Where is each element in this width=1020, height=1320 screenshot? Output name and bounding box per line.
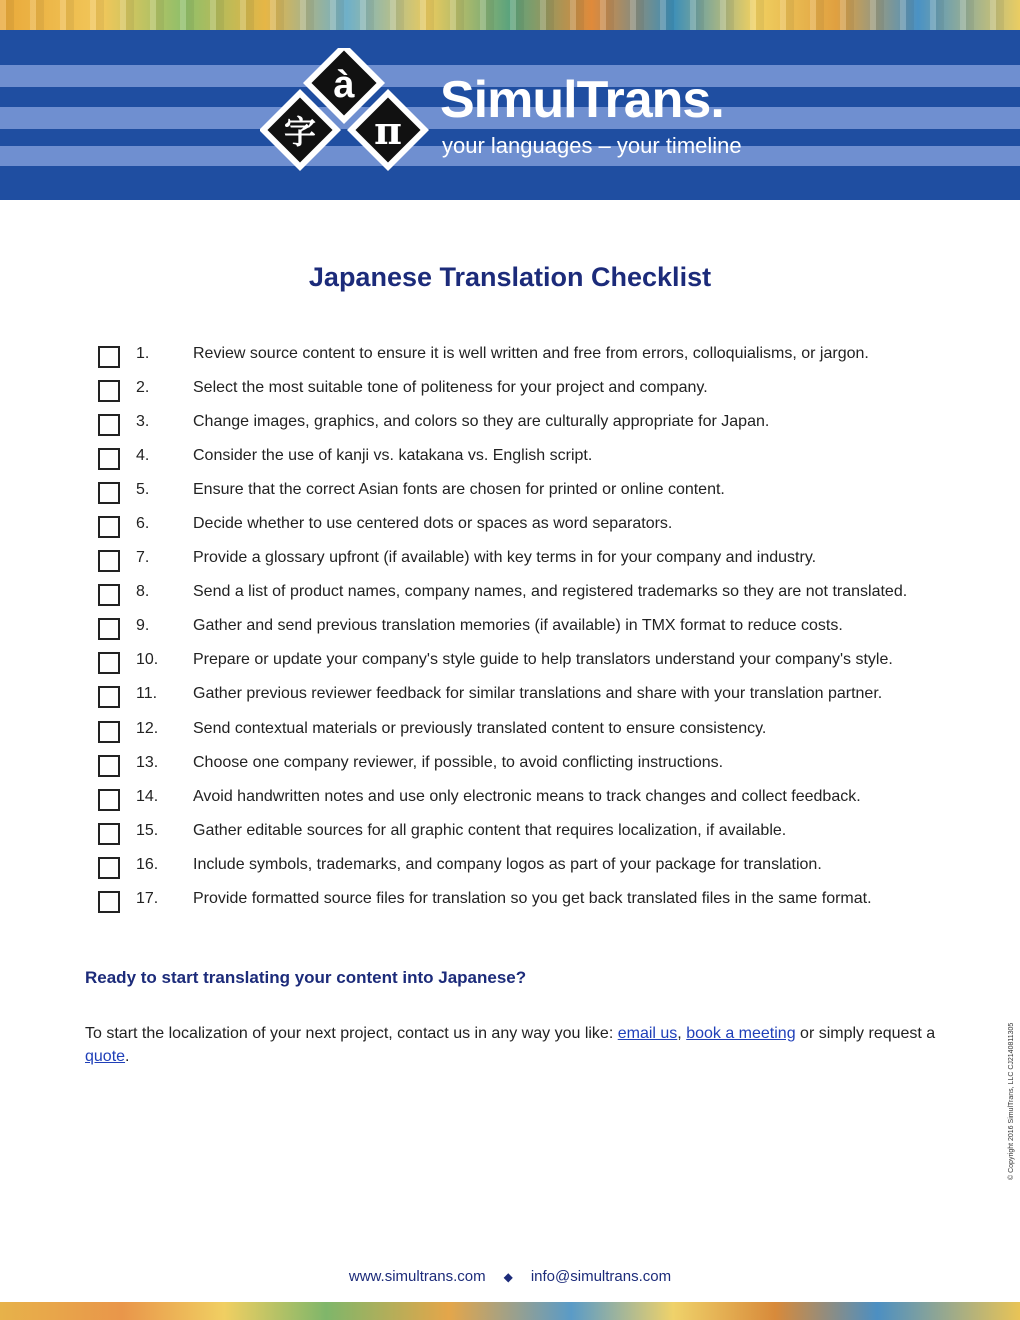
item-number: 12. [136,719,159,737]
checklist-item [96,715,986,749]
checkbox[interactable] [98,516,120,538]
item-number: 13. [136,753,159,771]
cta-heading: Ready to start translating your content into Japanese? [85,968,527,987]
email-us-link[interactable]: email us [617,1025,678,1042]
checklist-item [96,578,986,612]
checkbox[interactable] [98,789,120,811]
item-text: Include symbols, trademarks, and company logos as part of your package for translation. [193,855,822,873]
checkbox[interactable] [98,891,120,913]
checkbox[interactable] [98,414,120,436]
item-number: 4. [136,447,150,465]
checkbox[interactable] [98,823,120,845]
page-title: Japanese Translation Checklist [308,262,712,292]
decorative-bottom-strip [0,1302,1020,1320]
logo-glyph-a: à [333,64,355,106]
item-number: 14. [136,787,159,805]
item-number: 5. [136,481,150,499]
item-text: Gather and send previous translation memories (if available) in TMX format to reduce costs. [193,617,843,635]
checkbox[interactable] [98,857,120,879]
item-text: Select the most suitable tone of politeness for your project and company. [193,379,708,397]
checklist-item [96,612,986,646]
footer-contact [0,1268,1020,1285]
item-text: Gather editable sources for all graphic content that requires localization, if available. [193,821,787,839]
checklist [96,340,986,919]
book-meeting-link[interactable]: book a meeting [686,1025,796,1042]
item-text: Review source content to ensure it is well written and free from errors, colloquialisms, or jargon. [193,345,869,362]
item-text: Send a list of product names, company names, and registered trademarks so they are not translated. [193,583,908,601]
cta-end-text: . [125,1048,130,1065]
side-copyright: © Copyright 2016 SimulTrans, LLC CJ2140811305 [1008,1022,1015,1180]
cta-separator: , [677,1025,687,1042]
checkbox[interactable] [98,721,120,743]
item-text: Send contextual materials or previously translated content to ensure consistency. [193,719,767,737]
diamond-separator-icon: ◆ [503,1270,513,1284]
item-text: Provide formatted source files for translation so you get back translated files in the same format. [193,889,872,907]
checkbox[interactable] [98,755,120,777]
checklist-item [96,817,986,851]
checkbox[interactable] [98,618,120,640]
item-text: Change images, graphics, and colors so they are culturally appropriate for Japan. [193,413,770,431]
item-text: Choose one company reviewer, if possible, to avoid conflicting instructions. [193,753,724,771]
item-text: Prepare or update your company's style guide to help translators understand your company's style. [193,651,893,669]
simultrans-logo-icon [260,48,430,173]
item-number: 8. [136,583,150,601]
item-number: 6. [136,515,150,533]
checklist-item [96,749,986,783]
checkbox[interactable] [98,550,120,572]
item-text: Consider the use of kanji vs. katakana vs. English script. [193,447,593,465]
item-number: 9. [136,617,150,635]
item-text: Decide whether to use centered dots or spaces as word separators. [193,515,673,533]
checklist-item [96,442,986,476]
item-number: 17. [136,889,159,907]
checklist-item [96,510,986,544]
item-text: Ensure that the correct Asian fonts are chosen for printed or online content. [193,481,725,499]
checklist-item [96,340,986,374]
checkbox[interactable] [98,686,120,708]
cta-body-prefix: To start the localization of your next project, contact us in any way you like: [85,1025,618,1042]
checklist-item [96,374,986,408]
logo-glyph-pi: π [374,108,402,153]
logo-glyph-ji: 字 [283,113,317,151]
decorative-top-strip [0,0,1020,30]
checklist-item [96,851,986,885]
checklist-item [96,408,986,442]
item-number: 11. [136,685,158,703]
checklist-item [96,646,986,680]
cta-body [85,1022,955,1068]
item-number: 16. [136,855,159,873]
item-number: 1. [136,345,150,362]
brand-name: SimulTrans. [440,71,724,129]
item-number: 3. [136,413,150,431]
cta-middle-text: or simply request a [795,1025,936,1042]
checkbox[interactable] [98,482,120,504]
checklist-item [96,885,986,919]
item-number: 10. [136,651,159,669]
item-text: Avoid handwritten notes and use only electronic means to track changes and collect feedback. [193,787,861,805]
checkbox[interactable] [98,380,120,402]
item-number: 15. [136,821,159,839]
quote-link[interactable]: quote [85,1048,126,1065]
checklist-item [96,544,986,578]
brand-tagline: your languages – your timeline [442,133,742,158]
item-text: Gather previous reviewer feedback for similar translations and share with your translation partner. [193,685,883,703]
checkbox[interactable] [98,652,120,674]
item-text: Provide a glossary upfront (if available) with key terms in for your company and industry. [193,549,817,567]
item-number: 2. [136,379,150,397]
item-number: 7. [136,549,150,567]
checklist-item [96,783,986,817]
checkbox[interactable] [98,584,120,606]
footer-website[interactable]: www.simultrans.com [348,1268,486,1285]
footer-email[interactable]: info@simultrans.com [530,1268,672,1285]
checkbox[interactable] [98,346,120,368]
checklist-item [96,476,986,510]
checklist-item [96,680,986,714]
checkbox[interactable] [98,448,120,470]
header-banner [0,30,1020,200]
